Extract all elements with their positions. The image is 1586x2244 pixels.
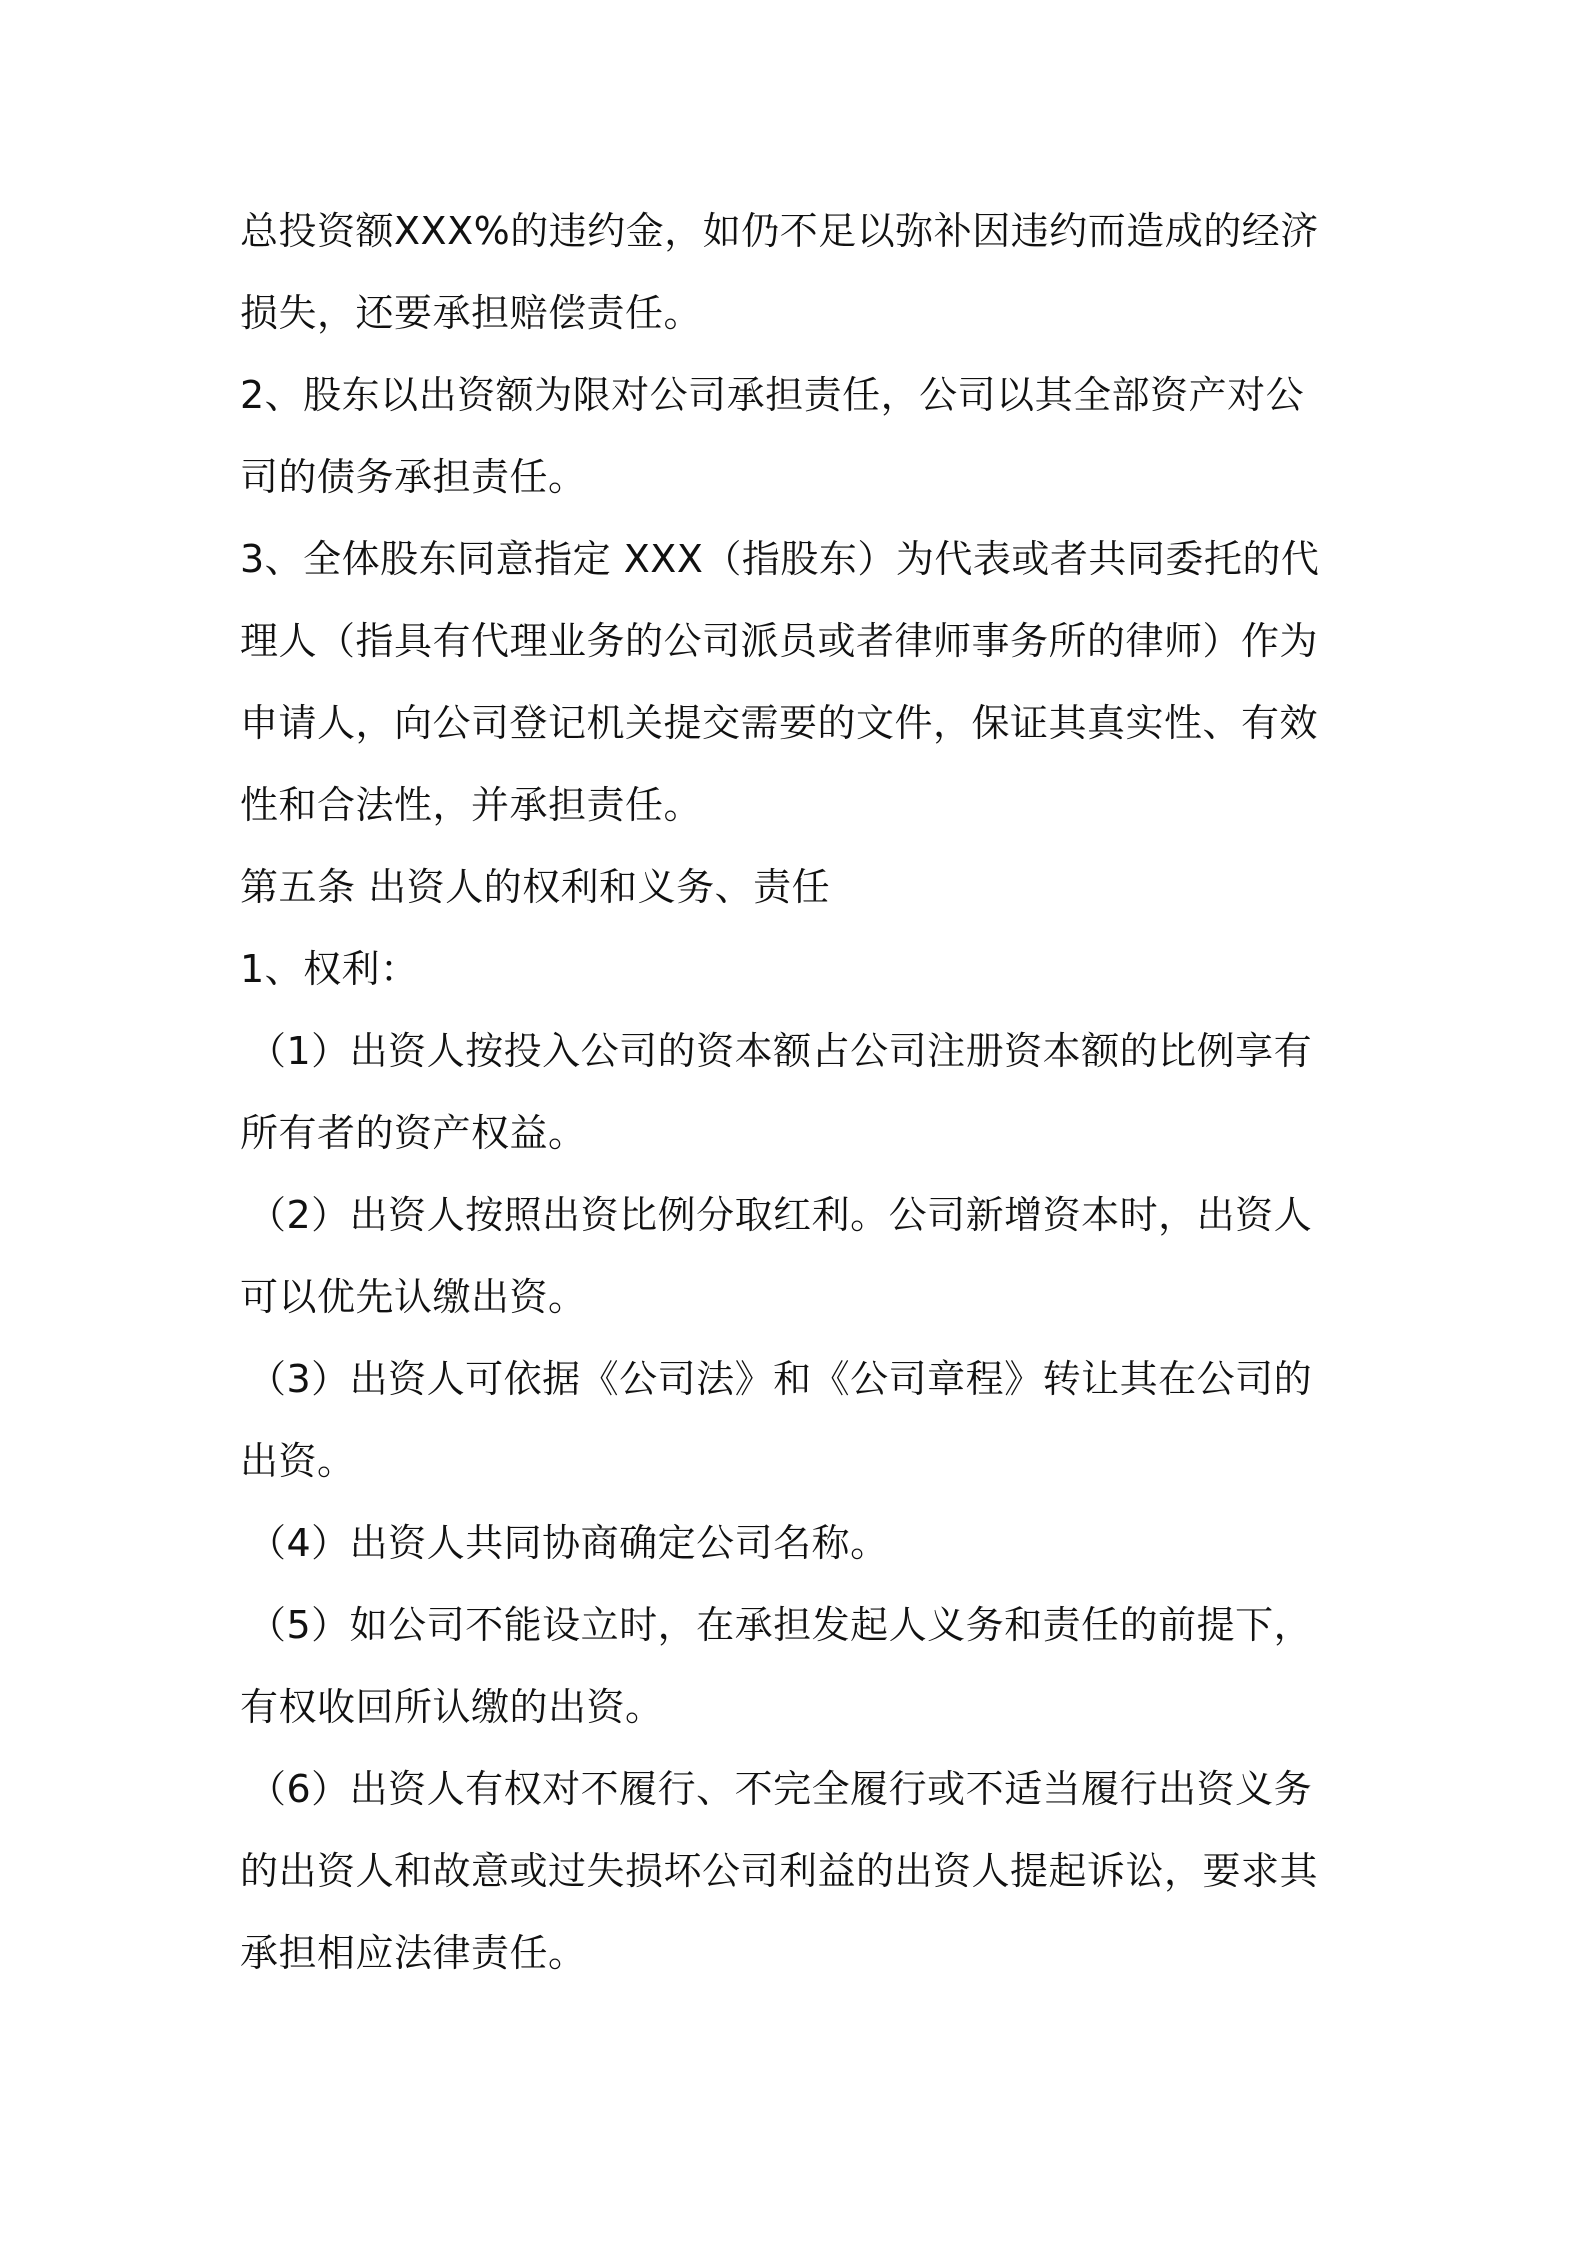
text-line: 3、全体股东同意指定 XXX（指股东）为代表或者共同委托的代 (240, 537, 1320, 581)
document-body (240, 190, 1360, 1994)
subsection-heading: 1、权利： (240, 947, 419, 991)
list-item-line: （5）如公司不能设立时，在承担发起人义务和责任的前提下， (248, 1603, 1313, 1647)
list-item-line: （4）出资人共同协商确定公司名称。 (248, 1521, 889, 1565)
text-line: 司的债务承担责任。 (240, 455, 587, 499)
list-item-line: （1）出资人按投入公司的资本额占公司注册资本额的比例享有 (248, 1029, 1313, 1073)
list-item-line: （2）出资人按照出资比例分取红利。公司新增资本时，出资人 (248, 1193, 1313, 1237)
text-line: 的出资人和故意或过失损坏公司利益的出资人提起诉讼，要求其 (240, 1849, 1319, 1893)
text-line: 出资。 (240, 1439, 356, 1483)
text-line: 申请人，向公司登记机关提交需要的文件，保证其真实性、有效 (240, 701, 1319, 745)
text-line: 承担相应法律责任。 (240, 1931, 587, 1975)
text-line: 所有者的资产权益。 (240, 1111, 587, 1155)
text-line: 2、股东以出资额为限对公司承担责任，公司以其全部资产对公 (240, 373, 1305, 417)
list-item-line: （6）出资人有权对不履行、不完全履行或不适当履行出资义务 (248, 1767, 1313, 1811)
list-item-line: （3）出资人可依据《公司法》和《公司章程》转让其在公司的 (248, 1357, 1313, 1401)
text-line: 有权收回所认缴的出资。 (240, 1685, 664, 1729)
text-line: 损失，还要承担赔偿责任。 (240, 291, 703, 335)
text-line: 理人（指具有代理业务的公司派员或者律师事务所的律师）作为 (240, 619, 1319, 663)
text-line: 可以优先认缴出资。 (240, 1275, 587, 1319)
text-line: 总投资额XXX%的违约金，如仍不足以弥补因违约而造成的经济 (240, 209, 1319, 253)
text-line: 性和合法性，并承担责任。 (240, 783, 703, 827)
section-heading: 第五条 出资人的权利和义务、责任 (240, 865, 831, 909)
